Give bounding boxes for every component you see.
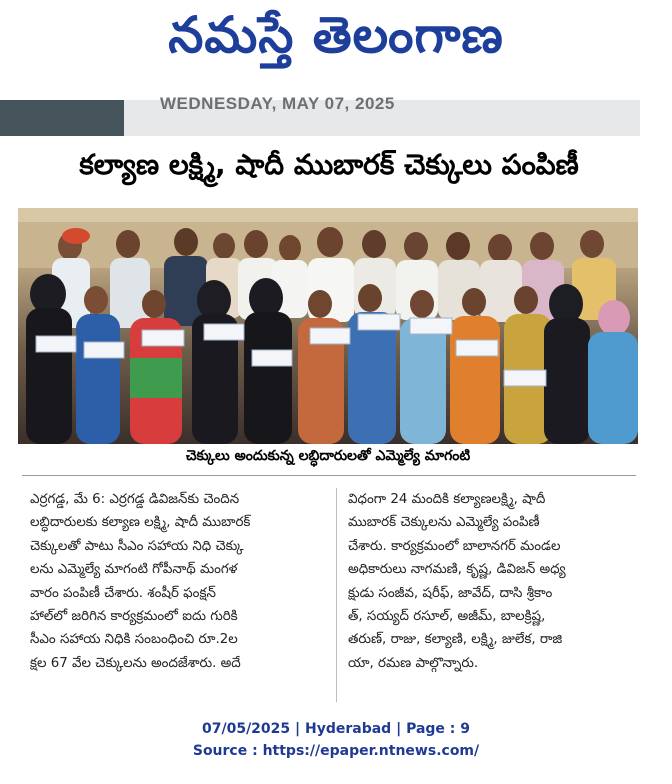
article-headline: కల్యాణ లక్ష్మి, షాదీ ముబారక్ చెక్కులు పంపిణీ [79, 148, 579, 181]
dateline: WEDNESDAY, MAY 07, 2025 [160, 94, 395, 113]
date-band [0, 94, 672, 136]
article-line: క్షల 67 వేల చెక్కులను అందజేశారు. అదే [30, 655, 241, 671]
article-line: తరుణ్, రాజు, కల్యాణి, లక్ష్మి, జులేక, రాజి [348, 632, 563, 648]
article-line: విధంగా 24 మందికి కల్యాణలక్ష్మి, షాదీ [348, 492, 546, 507]
article-line: ముబారక్ చెక్కులను ఎమ్మెల్యే పంపిణీ [348, 515, 540, 531]
article-line: లను ఎమ్మెల్యే మాగంటి గోపీనాథ్ మంగళ [30, 562, 238, 578]
article-line: వారం పంపిణీ చేశారు. శంషీర్ ఫంక్షన్ [30, 585, 216, 601]
article-column-right [348, 488, 644, 675]
article-column-left [30, 488, 342, 675]
footer-source: Source : https://epaper.ntnews.com/ [192, 743, 480, 759]
article-line: చేశారు. కార్యక్రమంలో బాలానగర్ మండల [348, 538, 561, 554]
footer-date-edition: 07/05/2025 | Hyderabad | Page : 9 [201, 721, 471, 737]
newspaper-logo: నమస్తే తెలంగాణ [168, 6, 504, 64]
photo-caption: చెక్కులు అందుకున్న లబ్ధిదారులతో ఎమ్మెల్యే మాగంటి [185, 448, 471, 464]
article-line: హాల్‌లో జరిగిన కార్యక్రమంలో ఐదు గురికి [30, 609, 238, 625]
article-line: అధికారులు నాగమణి, కృష్ణ, డివిజన్ అధ్య [348, 562, 566, 578]
date-band-accent [0, 100, 124, 136]
article-line: ఎర్రగడ్డ, మే 6: ఎర్రగడ్డ డివిజన్‌కు చెందిన [30, 492, 240, 507]
article-line: యా, రమణ పాల్గొన్నారు. [348, 655, 479, 671]
article-line: క్షుడు సంజీవ, షరీఫ్, జావేద్, దాసి శ్రీకాం [348, 585, 553, 601]
caption-divider [22, 475, 636, 476]
masthead [0, 0, 672, 100]
news-photo-illustration [18, 208, 638, 444]
page-footer [0, 718, 672, 762]
article-line: చెక్కులతో పాటు సీఎం సహాయ నిధి చెక్కు [30, 538, 244, 554]
article-line: త్, సయ్యద్ రసూల్, అజీమ్, బాలక్రిష్ణ, [348, 609, 546, 625]
article-line: సీఎం సహాయ నిధికి సంబంధించి రూ.2ల [30, 632, 238, 648]
article-line: లబ్ధిదారులకు కల్యాణ లక్ష్మి, షాదీ ముబారక్ [30, 515, 251, 531]
news-photo [18, 208, 638, 444]
column-rule [336, 488, 337, 702]
